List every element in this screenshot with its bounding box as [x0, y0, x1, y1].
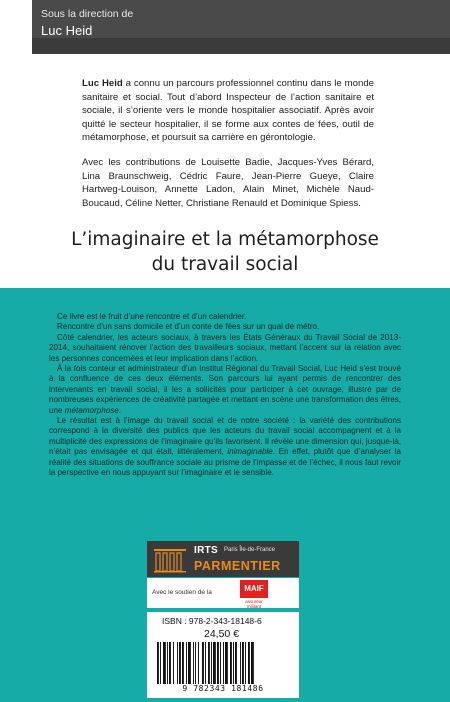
contributors-list: Avec les contributions de Louisette Badie, Jacques-Yves Bérard, Lina Braunschweig, Cédric Faure, Jean-Pierre Gueye, Claire Hartweg-Louison, Annette Ladon, Alain Minet, Michèle Naud-Boucaud, Céline Netter, Christiane Renauld et Dominique Spiess.: [82, 157, 374, 209]
author-bio: [82, 77, 374, 145]
maif-brand: MAIF: [244, 584, 264, 593]
summary-paragraph: Rencontre d’un sans domicile et d’un conte de fées sur un quai de métro.: [57, 322, 320, 332]
book-title-line1: L’imaginaire et la métamorphose: [71, 229, 379, 250]
irts-site: PARMENTIER: [194, 559, 281, 573]
isbn-label: ISBN : 978-2-343-18148-6: [162, 616, 262, 626]
summary-paragraph: Côté calendrier, les acteurs sociaux, à travers les États Généraux du Travail Social de 2013-2014, souhaitaient rénover l’action des travailleurs sociaux, mettant l’accent sur la relation avec les personnes concernées et leur implication dans l’action.: [49, 332, 401, 363]
bio-text: a connu un parcours professionnel continu dans le monde sanitaire et social. Tout d’abord Inspecteur de l’action sanitaire et sociale, il s’oriente vers le monde hospitalier associatif. Après avoir quitté le secteur hospitalier, il se forme aux contes de fées, outil de métamorphose, et poursuit sa carrière en gérontologie.: [82, 78, 374, 143]
summary-emphasis: métamorphose: [64, 405, 119, 415]
book-title-line2: du travail social: [151, 254, 299, 275]
sponsor-box: [147, 578, 299, 608]
summary-paragraph: [49, 416, 401, 478]
summary-text-part: .: [118, 405, 122, 415]
price: 24,50 €: [204, 628, 240, 640]
director-strip: [32, 38, 450, 54]
director-name: Luc Heid: [41, 23, 93, 38]
maif-tagline: assureur militant: [245, 599, 263, 609]
support-text: Avec le soutien de la: [152, 589, 212, 596]
summary-text: [49, 312, 401, 479]
summary-text-part: Le résultat est à l’image du travail social et de notre société : la variété des contributions correspond à la diversité des publics que les acteurs du travail social accompagnent et à la multiplicité des expressions de l’imaginaire qu’ils favorisent. Il révèle une dimension qui, jusque-là, n’était pas envisagée et qui était, littéralement,: [49, 416, 401, 457]
direction-label: Sous la direction de: [41, 8, 134, 20]
barcode-digits: 9 782343 181486: [182, 684, 264, 693]
maif-logo: [240, 580, 268, 609]
irts-name: IRTS: [194, 545, 218, 556]
irts-region: Paris Île-de-France: [224, 547, 276, 553]
summary-text-part: À la fois conteur et administrateur d’un Institut Régional du Travail Social, Luc Heid s’est trouvé à la confluence de ces deux éléments. Son parcours lui ayant permis de rencontrer des intervenants en travail social, il les a sollicités pour participer à cet ouvrage, illustré par de nombreuses expériences de créativité partagée et mettant en scène une transformation des êtres, une: [49, 364, 401, 415]
summary-paragraph: Ce livre est le fruit d’une rencontre et d’un calendrier.: [57, 312, 247, 321]
summary-text-part: . En effet, plutôt que d’analyser la réalité des situations de souffrance sociale au prisme de l’impasse et de l’échec, il nous faut revoir la perspective en nous appuyant sur l’imaginaire et le sensible.: [49, 447, 401, 478]
bio-name: Luc Heid: [82, 78, 123, 89]
building-icon: [153, 545, 187, 573]
summary-emphasis: inimaginable: [227, 447, 273, 457]
isbn-box: [147, 612, 299, 698]
barcode-icon: [155, 642, 293, 684]
summary-paragraph: [49, 364, 401, 416]
irts-logo-box: [147, 541, 299, 577]
